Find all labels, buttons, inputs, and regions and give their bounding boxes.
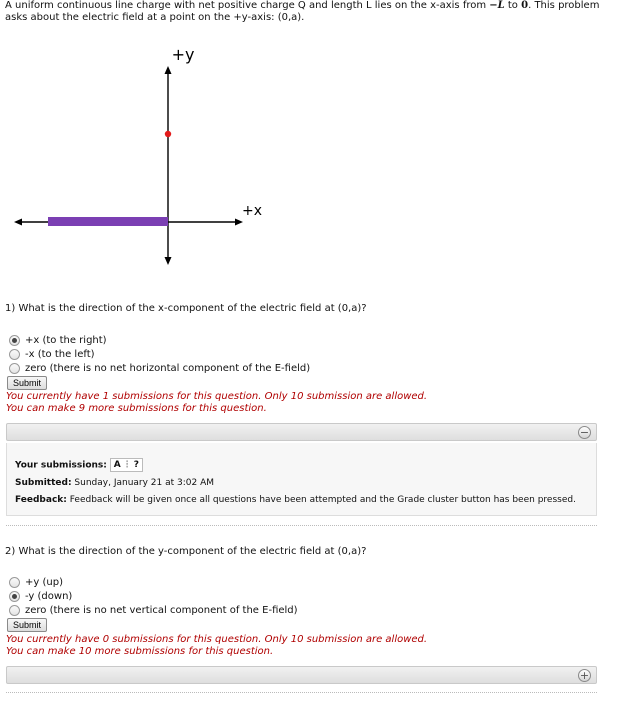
q1-option-label: -x (to the left) — [25, 349, 95, 360]
q2-option-label: -y (down) — [25, 591, 73, 602]
q2-prompt: 2) What is the direction of the y-component of the electric field at (0,a)? — [5, 546, 367, 557]
section-divider — [6, 692, 597, 693]
feedback-row — [15, 494, 576, 507]
submitted-label: Submitted: — [15, 478, 72, 488]
field-point — [165, 131, 171, 137]
section-divider — [6, 525, 597, 526]
submitted-row — [15, 477, 214, 490]
q2-submit-button[interactable]: Submit — [7, 618, 47, 632]
y-axis-label: +y — [171, 45, 195, 64]
problem-text-part1: A uniform continuous line charge with net positive charge Q and length L lies on the x-axis from — [5, 0, 487, 11]
plus-circle-icon[interactable]: + — [579, 669, 590, 682]
q2-option-label: zero (there is no net vertical component of the E-field) — [25, 605, 298, 616]
q1-option-label: zero (there is no net horizontal component of the E-field) — [25, 363, 311, 374]
q1-radio[interactable] — [9, 349, 20, 360]
charge-diagram — [0, 40, 300, 275]
q1-collapse-bar[interactable] — [6, 423, 597, 441]
your-submissions-label: Your submissions: — [15, 460, 107, 471]
problem-statement — [5, 0, 615, 24]
line-charge — [48, 217, 168, 226]
q2-option[interactable] — [9, 590, 72, 603]
math-from: −L — [489, 0, 505, 11]
submission-value: A — [113, 460, 121, 470]
q1-prompt: 1) What is the direction of the x-component of the electric field at (0,a)? — [5, 303, 367, 314]
problem-text-to: to — [507, 0, 518, 11]
q1-option[interactable] — [9, 334, 107, 347]
q2-option[interactable] — [9, 604, 298, 617]
q1-radio[interactable] — [9, 363, 20, 374]
q2-option[interactable] — [9, 576, 63, 589]
x-axis-right-arrow — [235, 219, 243, 226]
feedback-label: Feedback: — [15, 495, 67, 505]
q2-option-label: +y (up) — [25, 577, 63, 588]
submission-status-icon: ? — [133, 460, 139, 470]
q2-collapse-bar[interactable] — [6, 666, 597, 684]
q1-option-label: +x (to the right) — [25, 335, 107, 346]
q1-option[interactable] — [9, 362, 310, 375]
q2-radio[interactable] — [9, 577, 20, 588]
q1-submissions-panel — [6, 443, 597, 516]
q1-option[interactable] — [9, 348, 95, 361]
submission-badge[interactable]: A ⋮ ? — [110, 458, 143, 472]
feedback-value: Feedback will be given once all questions have been attempted and the Grade cluster button has been pressed. — [69, 495, 576, 505]
q1-radio[interactable] — [9, 335, 20, 346]
q2-radio[interactable] — [9, 605, 20, 616]
math-to: 0 — [521, 0, 529, 11]
q2-submissions-message: You currently have 0 submissions for this question. Only 10 submission are allowed. — [6, 634, 428, 645]
minus-circle-icon[interactable]: − — [579, 426, 590, 439]
submitted-value: Sunday, January 21 at 3:02 AM — [74, 478, 215, 488]
x-axis-label: +x — [241, 203, 263, 219]
q2-radio[interactable] — [9, 591, 20, 602]
q2-remaining-message: You can make 10 more submissions for this question. — [6, 646, 274, 657]
your-submissions-row — [15, 458, 143, 473]
q1-submissions-message: You currently have 1 submissions for this question. Only 10 submission are allowed. — [6, 391, 428, 402]
q1-remaining-message: You can make 9 more submissions for this question. — [6, 403, 267, 414]
x-axis-left-arrow — [14, 219, 22, 226]
y-axis-up-arrow — [165, 66, 172, 74]
y-axis-down-arrow — [165, 257, 172, 265]
q1-submit-button[interactable]: Submit — [7, 376, 47, 390]
problem-text-part2: . This problem asks about the electric field at a point on the +y-axis: (0,a). — [5, 0, 600, 23]
